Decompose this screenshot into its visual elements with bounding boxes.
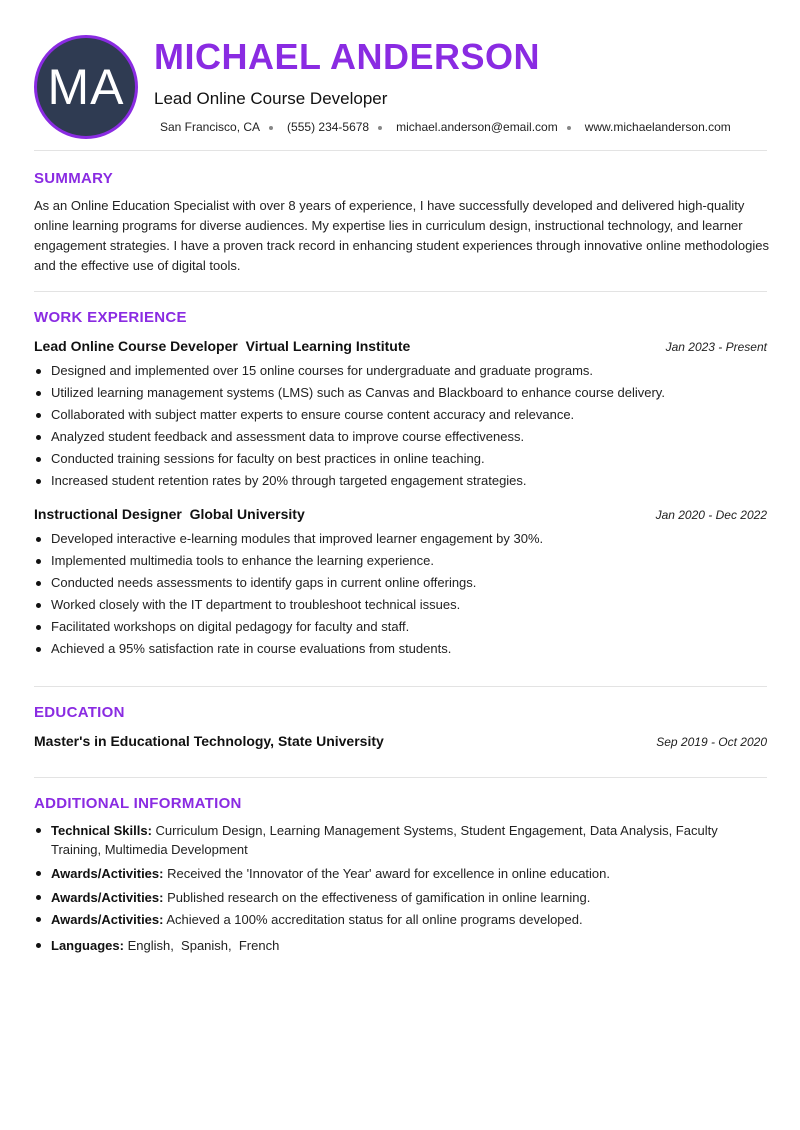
list-item: Utilized learning management systems (LMS) such as Canvas and Blackboard to enhance course delivery. — [34, 382, 767, 404]
job-header — [34, 506, 767, 522]
separator-dot-icon — [567, 126, 571, 130]
summary-heading: SUMMARY — [34, 170, 114, 187]
contact-website[interactable]: www.michaelanderson.com — [584, 120, 731, 134]
candidate-title: Lead Online Course Developer — [154, 89, 388, 108]
experience-heading: WORK EXPERIENCE — [34, 309, 187, 326]
item-label: Languages: — [51, 938, 124, 953]
additional-heading: ADDITIONAL INFORMATION — [34, 795, 242, 812]
additional-list — [34, 821, 767, 960]
separator-dot-icon — [378, 126, 382, 130]
item-text: Received the 'Innovator of the Year' award for excellence in online education. — [163, 866, 611, 881]
contact-email[interactable]: michael.anderson@email.com — [396, 120, 558, 134]
list-item: Facilitated workshops on digital pedagogy for faculty and staff. — [34, 616, 767, 638]
contact-location: San Francisco, CA — [160, 120, 261, 134]
job-dates: Jan 2020 - Dec 2022 — [655, 508, 767, 522]
item-text: Curriculum Design, Learning Management Systems, Student Engagement, Data Analysis, Faculty Training, Multimedia Development — [51, 823, 718, 857]
education-degree: Master's in Educational Technology, State University — [34, 733, 384, 749]
candidate-name: MICHAEL ANDERSON — [154, 36, 541, 77]
avatar — [34, 35, 138, 139]
list-item: Analyzed student feedback and assessment data to improve course effectiveness. — [34, 426, 767, 448]
list-item — [34, 888, 767, 907]
divider — [34, 686, 767, 687]
item-text: Achieved a 100% accreditation status for all online programs developed. — [163, 912, 583, 927]
list-item: Achieved a 95% satisfaction rate in course evaluations from students. — [34, 638, 767, 660]
item-label: Awards/Activities: — [51, 912, 164, 927]
list-item: Developed interactive e-learning modules that improved learner engagement by 30%. — [34, 528, 767, 550]
list-item: Conducted training sessions for faculty on best practices in online teaching. — [34, 448, 767, 470]
list-item — [34, 821, 767, 859]
job-role: Lead Online Course Developer Virtual Learning Institute — [34, 338, 411, 354]
item-text: English, Spanish, French — [123, 938, 280, 953]
item-label: Technical Skills: — [51, 823, 152, 838]
job-header — [34, 338, 767, 354]
summary-text: As an Online Education Specialist with over 8 years of experience, I have successfully developed and delivered high-quality online learning programs for diverse audiences. My expertise lies in curriculum design, instructional technology, and learner engagement strategies. I have a proven track record in enhancing student experiences through innovative online methodologies and the effective use of digital tools. — [34, 198, 769, 273]
item-label: Awards/Activities: — [51, 866, 164, 881]
list-item: Increased student retention rates by 20% through targeted engagement strategies. — [34, 470, 767, 492]
contact-phone: (555) 234-5678 — [287, 120, 370, 134]
avatar-initials: MA — [47, 59, 125, 115]
divider — [34, 777, 767, 778]
list-item: Worked closely with the IT department to troubleshoot technical issues. — [34, 594, 767, 616]
item-text: Published research on the effectiveness of gamification in online learning. — [163, 890, 591, 905]
item-label: Awards/Activities: — [51, 890, 164, 905]
list-item — [34, 936, 767, 955]
job-role: Instructional Designer Global University — [34, 506, 305, 522]
divider — [34, 150, 767, 151]
education-dates: Sep 2019 - Oct 2020 — [656, 735, 767, 749]
list-item: Implemented multimedia tools to enhance the learning experience. — [34, 550, 767, 572]
list-item — [34, 910, 767, 929]
list-item: Conducted needs assessments to identify gaps in current online offerings. — [34, 572, 767, 594]
separator-dot-icon — [269, 126, 273, 130]
job-bullets — [34, 360, 767, 492]
job-dates: Jan 2023 - Present — [665, 340, 767, 354]
job-bullets — [34, 528, 767, 660]
divider — [34, 291, 767, 292]
list-item: Designed and implemented over 15 online courses for undergraduate and graduate programs. — [34, 360, 767, 382]
contact-line — [160, 120, 731, 134]
list-item: Collaborated with subject matter experts to ensure course content accuracy and relevance. — [34, 404, 767, 426]
list-item — [34, 864, 767, 883]
education-entry — [34, 733, 767, 749]
education-heading: EDUCATION — [34, 704, 125, 721]
